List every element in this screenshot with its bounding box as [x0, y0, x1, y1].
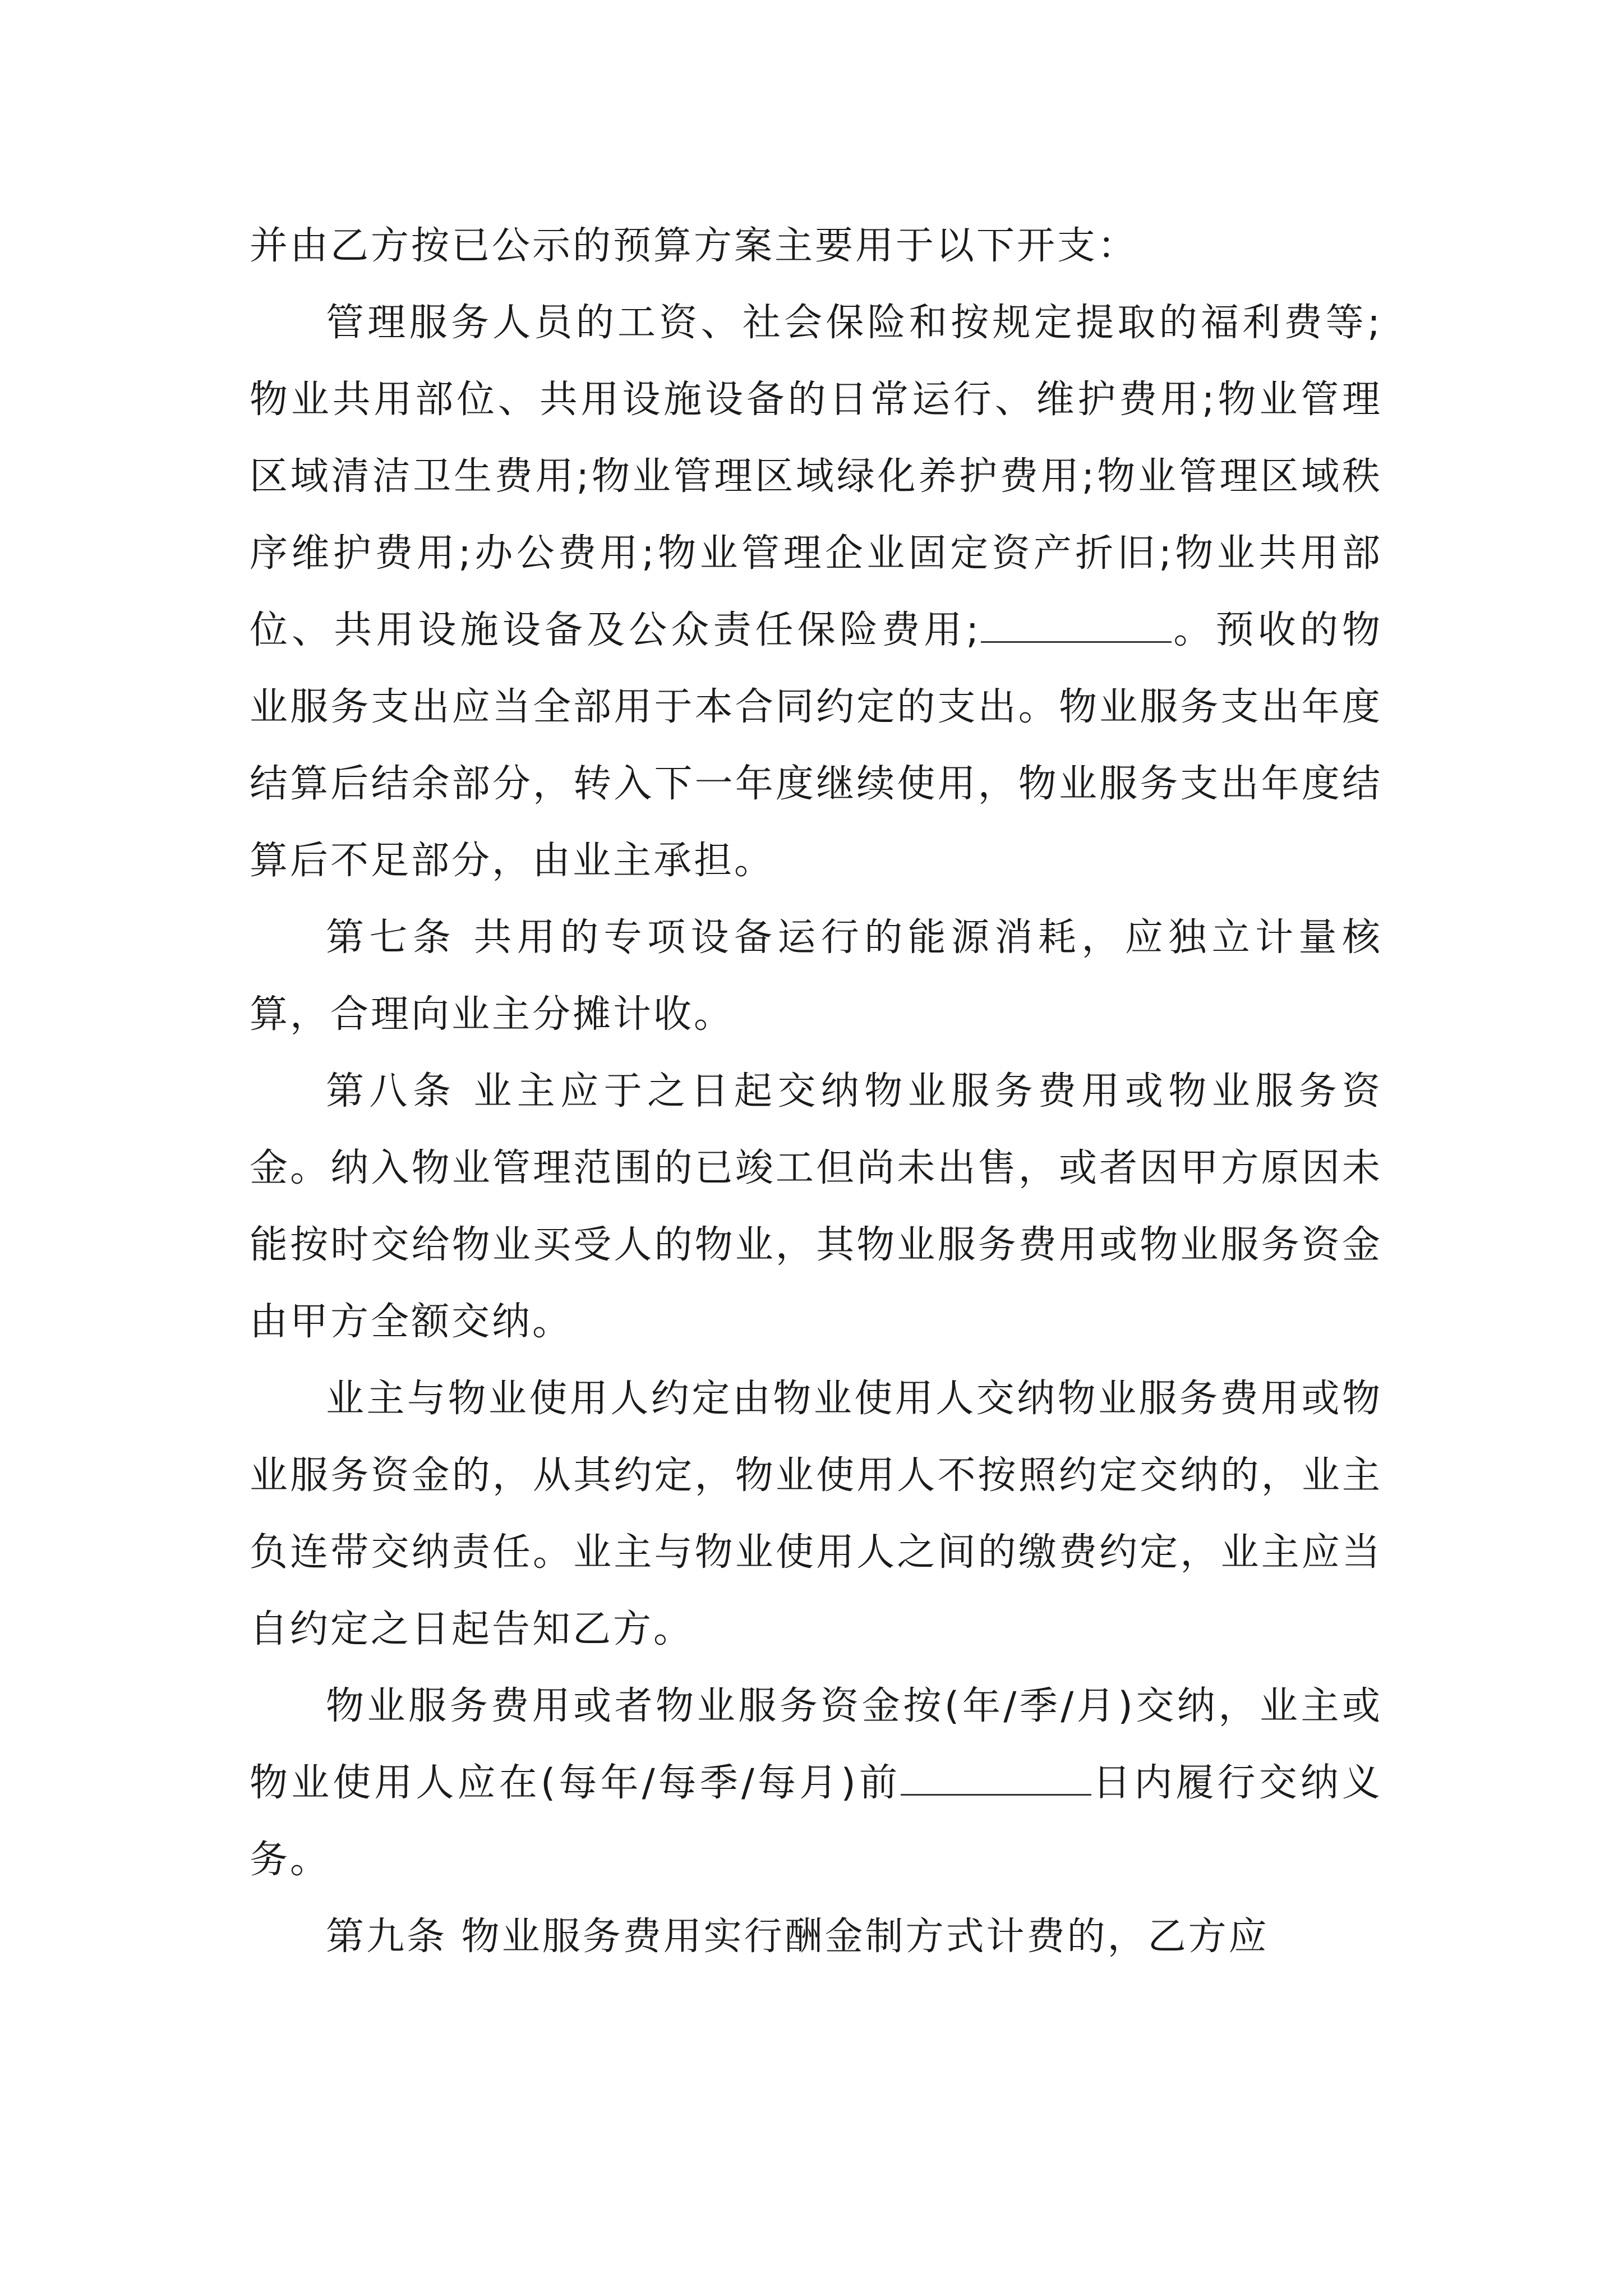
paragraph-text: 管理服务人员的工资、社会保险和按规定提取的福利费等;物业共用部位、共用设施设备的日常运行、维护费用;物业管理区域清洁卫生费用;物业管理区域绿化养护费用;物业管理区域秩序维护费用;办公费用;物业管理企业固定资产折旧;物业共用部位、共用设施设备及公众责任保险费用; — [250, 301, 1382, 652]
paragraph-text: 日内履行交纳义务。 — [250, 1761, 1382, 1882]
paragraph-payment-agreement — [250, 1360, 1382, 1668]
paragraph-payment-schedule — [250, 1668, 1382, 1898]
fill-in-blank — [901, 1765, 1091, 1796]
paragraph-text: 第九条 物业服务费用实行酬金制方式计费的，乙方应 — [326, 1915, 1269, 1959]
fill-in-blank — [981, 612, 1172, 643]
article-8 — [250, 1053, 1382, 1360]
paragraph-expense-items — [250, 284, 1382, 899]
document-body — [250, 208, 1382, 1975]
paragraph-text: 业主与物业使用人约定由物业使用人交纳物业服务费用或物业服务资金的，从其约定，物业使用人不按照约定交纳的，业主负连带交纳责任。业主与物业使用人之间的缴费约定，业主应当自约定之日起告知乙方。 — [250, 1377, 1382, 1651]
article-9 — [250, 1898, 1382, 1975]
paragraph-text: 并由乙方按已公示的预算方案主要用于以下开支： — [250, 224, 1138, 268]
paragraph-text: 第八条 业主应于之日起交纳物业服务费用或物业服务资金。纳入物业管理范围的已竣工但尚未出售，或者因甲方原因未能按时交给物业买受人的物业，其物业服务费用或物业服务资金由甲方全额交纳。 — [250, 1069, 1382, 1344]
paragraph-text: 第七条 共用的专项设备运行的能源消耗，应独立计量核算，合理向业主分摊计收。 — [250, 915, 1382, 1037]
paragraph-text: 。预收的物业服务支出应当全部用于本合同约定的支出。物业服务支出年度结算后结余部分，转入下一年度继续使用，物业服务支出年度结算后不足部分，由业主承担。 — [250, 608, 1382, 883]
paragraph-text: 物业服务费用或者物业服务资金按(年/季/月)交纳，业主或物业使用人应在(每年/每季/每月)前 — [250, 1684, 1382, 1805]
paragraph-expenses-intro — [250, 208, 1382, 284]
article-7 — [250, 899, 1382, 1053]
